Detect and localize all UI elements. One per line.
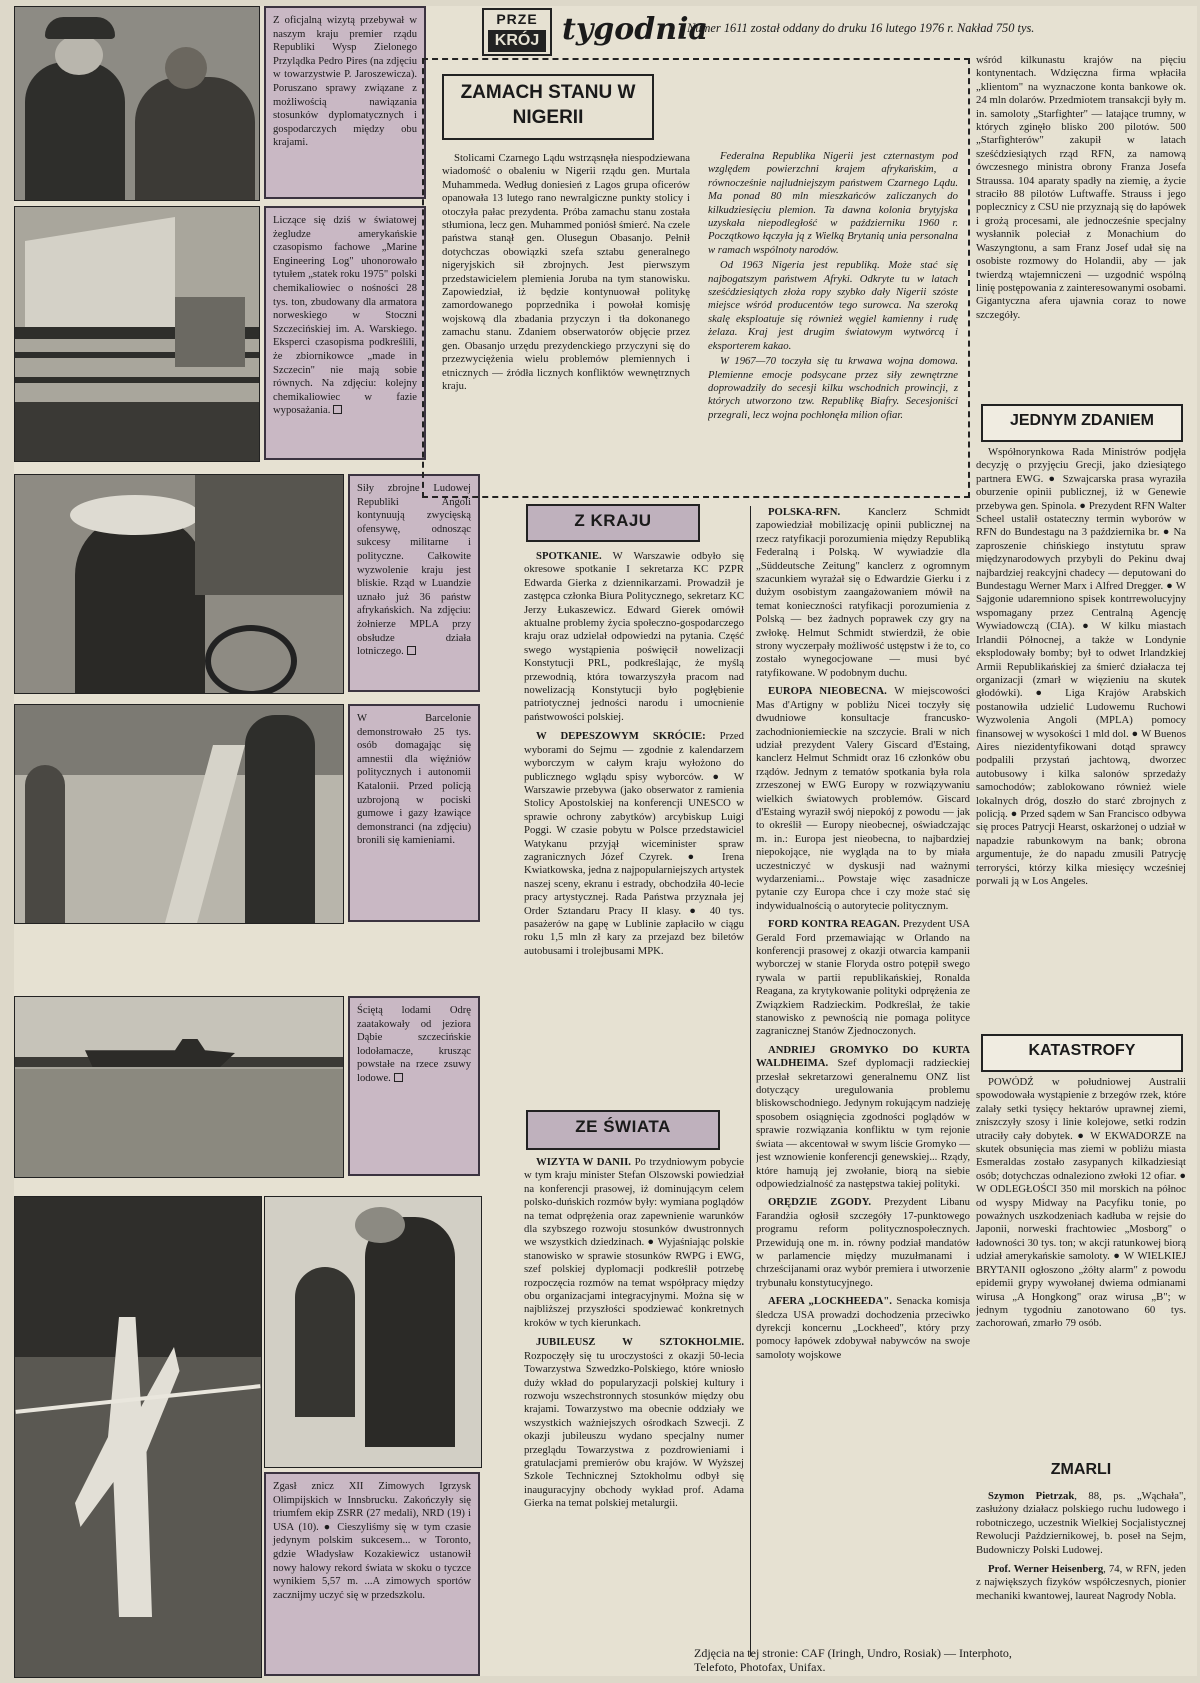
photo-icebreakers xyxy=(14,996,344,1178)
section-zmarli: ZMARLI xyxy=(1050,1461,1112,1478)
mid-h3: FORD KONTRA REAGAN. xyxy=(768,918,900,931)
logo-top: PRZE xyxy=(496,11,538,27)
photo-premier-visit xyxy=(14,6,260,201)
mid-h4: ANDRIEJ GROMYKO DO KURTA WALDHEIMA. xyxy=(756,1043,970,1070)
caption-angola: Siły zbrojne Ludowej Republiki Angoli kontynuują zwycięską ofensywę, odnosząc sukcesy militarne i polityczne. Całkowite wyzwolenie kraju jest bliskie. Rząd w Luandzie uznało już 36 państw afrykańskich. Na zdjęciu: żołnierze MPLA przy obsłudze działa lotniczego. xyxy=(348,474,480,692)
mid-t2: W miejscowości Mas d'Artigny w pobliżu Nicei toczyły się dwudniowe konsultacje francusko-zachodnioniemieckie na szczycie. Brali w nich udział prezydent Valery Giscard d'Estaing, kanclerz Helmut Schmidt oraz 16 członków obu rządów. Jednym z tematów spotkania była rola zrzeszonej w EWG Europy w rozwiązywaniu wielkich światowych problemów. Giscard d'Estaing wyraził swój niepokój z powodu — jak to określił — Europy nieobecnej, oświadczając m. in.: Europa jest nieobecna, to najbardziej niepokojące, nie wygląda na to by miała uczestniczyć w dyskusji nad ważnymi wydarzeniami... Powstaje więc zasadnicze pytanie czy Europa chce i czy może stać się indywidualnością o autorytecie politycznym. xyxy=(756,685,970,912)
photo-pole-vault xyxy=(14,1196,262,1678)
nigeria-italic-2: Od 1963 Nigeria jest republiką. Może stać się najbogatszym państwem Afryki. Odkryte tu w latach sześćdziesiątych złoża ropy szybko dały Nigerii szóste miejsce wśród producentów tego surowca. Na szeroką skalę eksploatuje się również węgiel kamienny i rudę żelaza. Kraj jest drugim światowym wytwórcą i eksporterem kakao. xyxy=(708,259,958,352)
end-square-icon xyxy=(394,1073,403,1082)
print-note: Numer 1611 został oddany do druku 16 lutego 1976 r. Nakład 750 tys. xyxy=(687,21,1035,35)
lockheed-continued xyxy=(976,54,1186,394)
zmarli-name-1: Szymon Pietrzak xyxy=(988,1490,1075,1502)
section-z-kraju: Z KRAJU xyxy=(526,504,700,542)
caption-barcelona: W Barcelonie demonstrowało 25 tys. osób domagając się amnestii dla więźniów politycznych i autonomii Katalonii. Przed policją uzbrojoną w pociski gumowe i gazy łzawiące demonstranci (na zdjęciu) bronili się kamieniami. xyxy=(348,704,480,922)
masthead-title: tygodnia xyxy=(562,12,708,47)
zmarli-bio-1: , 88, ps. „Wąchała", zasłużony działacz polskiego ruchu ludowego i robotniczego, uczestnik Wielkiej Socjalistycznej Rewolucji Październikowej, b. poseł na Sejm, Budowniczy Polski Ludowej. xyxy=(976,1490,1186,1556)
zmarli-bio-2: , 74, w RFN, jeden z największych fizyków współczesnych, pionier mechaniki kwantowej, laureat Nagrody Nobla. xyxy=(976,1563,1186,1602)
end-square-icon xyxy=(333,405,342,414)
mid-t4: Szef dyplomacji radzieckiej przesłał sekretarzowi generalnemu ONZ list dotyczący uregulowania problemu bliskowschodniego. Jedynym rokującym nadzieję sposobem osiągnięcia zgodności poglądów w sprawie rozwiązania konfliktu w tym rejonie świata — akcentował w swym liście Gromyko — jest wznowienie konferencji genewskiej... Rządy, które hamują jej zwołanie, biorą na siebie odpowiedzialność za następstwa takiej polityki. xyxy=(756,1057,970,1190)
ze-swiata-h1: WIZYTA W DANII. xyxy=(536,1156,631,1168)
logo-bottom: KRÓJ xyxy=(488,30,546,52)
section-jednym-zdaniem: JEDNYM ZDANIEM xyxy=(981,404,1183,442)
photo-chemical-tanker xyxy=(14,206,260,462)
nigeria-box xyxy=(422,58,970,498)
z-kraju-t2: Przed wyborami do Sejmu — zgodnie z kalendarzem wyborczym w całym kraju wyłożono do publicznego wglądu spisy wyborców. ● W Warszawie przebywa (jako obserwator z ramienia Stolicy Apostolskiej na konferencji UNESCO w sprawie ochrony zabytków) arcybiskup Luigi Poggi. W czasie pobytu w Polsce przedstawiciel Watykanu przyjął wiceminister spraw zagranicznych Józef Czyrek. ● Irena Kwiatkowska, jedna z najpopularniejszych artystek naszej sceny, ekranu i estrady, obchodziła 40-lecie pracy artystycznej. Rada Państwa przyznała jej Order Sztandaru Pracy II klasy. ● 40 tys. pasażerów na gapę w Lublinie zapłaciło w ciągu roku 1,5 mln zł kary za przejazd bez biletów autobusami i trolejbusami MPK. xyxy=(524,730,744,957)
end-square-icon xyxy=(407,646,416,655)
mid-t5: Prezydent Libanu Farandżia ogłosił szczegóły 17-punktowego programu reform politycznospołecznych. Przewidują one m. in. równy podział mandatów w parlamencie między muzułmanami i chrześcijanami oraz wybór premiera i utworzenie trybunału konstytucyjnego. xyxy=(756,1196,970,1289)
section-katastrofy: KATASTROFY xyxy=(981,1034,1183,1072)
divider-mid xyxy=(750,506,751,1656)
nigeria-headline: ZAMACH STANU W NIGERII xyxy=(460,82,636,128)
z-kraju-h2: W DEPESZOWYM SKRÓCIE: xyxy=(536,730,706,743)
mid-h6: AFERA „LOCKHEEDA". xyxy=(768,1295,892,1308)
caption-chemical-tanker: Liczące się dziś w światowej żegludze amerykańskie czasopismo fachowe „Marine Engineering Log" uhonorowało tytułem „statek roku 1975" polski chemikaliowiec o nośności 28 tys. ton, zbudowany dla armatora norweskiego w Stoczni Szczecińskiej im. A. Warskiego. Eksperci czasopisma podkreślili, że zbiornikowce „made in Szczecin" nie mają sobie równych. Na zdjęciu: kolejny chemikaliowiec w fazie wyposażania. xyxy=(264,206,426,460)
masthead-logo xyxy=(482,8,552,56)
photo-barcelona-demonstration xyxy=(14,704,344,924)
z-kraju-t1: W Warszawie odbyło się okresowe spotkanie I sekretarza KC PZPR Edwarda Gierka z dziennikarzami. Prowadził je zastępca członka Biura Politycznego, sekretarz KC Jerzy Łukaszewicz. Edward Gierek omówił aktualne problemy życia społeczno-gospodarczego kraju oraz udzielał odpowiedzi na pytania. Część swego wystąpienia poświęcił nowelizacji Konstytucji PRL, podkreślając, że myślą przewodnią, która towarzyszyła pracom nad nowelizacją Konstytucji było pogłębienie patriotycznej jedności narodu i umocnienie państwowości polskiej. xyxy=(524,550,744,723)
nigeria-italic-1: Federalna Republika Nigerii jest czternastym pod względem powierzchni krajem afrykańskim, a równocześnie najludniejszym państwem Czarnego Lądu. Ma ponad 80 mln mieszkańców zaliczanych do kilkudziesięciu plemion. Ta dawna kolonia brytyjska uzyskała niepodległość w październiku 1960 r. Początkowo łączyła ją z Wielką Brytanią unia personalna w ramach wspólnoty narodów. xyxy=(708,150,958,256)
nigeria-text-col1 xyxy=(442,152,690,492)
photo-kindergarten-skiing xyxy=(264,1196,482,1468)
caption-premier-visit: Z oficjalną wizytą przebywał w naszym kraju premier rządu Republiki Wysp Zielonego Przylądka Pedro Pires (na zdjęciu w towarzystwie P. Jaroszewicza). Poruszano sprawy związane z możliwością nawiązania stosunków dyplomatycznych i gospodarczych między obu krajami. xyxy=(264,6,426,199)
nigeria-headline-box xyxy=(442,74,654,140)
z-kraju-text xyxy=(524,550,744,1110)
ze-swiata-h2: JUBILEUSZ W SZTOKHOLMIE. xyxy=(536,1336,744,1349)
ze-swiata-t2: Rozpoczęły się tu uroczystości z okazji 50-lecia Towarzystwa Szwedzko-Polskiego, które wniosło duży wkład do popularyzacji polskiej kultury i rozwoju wszechstronnych stosunków między obu krajami. Towarzystwo ma obecnie oddziały we wszystkich ważniejszych ośrodkach Szwecji. Z okazji jubileuszu wydano specjalny numer przeglądu Towarzystwa z pozdrowieniami i gratulacjami premierów obu krajów. W Wyższej Szkole Technicznej Sztokholmu odbył się inauguracyjny obchody wykład prof. Adama Gierka na temat polskiej metalurgii. xyxy=(524,1349,744,1510)
jednym-text: Współnorynkowa Rada Ministrów podjęła decyzję o przyjęciu Grecji, jako dziesiątego partnera EWG. ● Szwajcarska prasa wyraziła oburzenie opinii publicznej, iż w Genewie przebywa gen. Spinola. ● Prezydent RFN Walter Scheel ustalił ostateczny termin wyborów w RFN do Bundestagu na 3 października br. ● Na zaproszenie chińskiego instytutu spraw międzynarodowych przybyli do Pekinu dwaj najbardziej reakcyjni chadecy — deputowani do Bundestagu Werner Marx i Alfred Dregger. ● W Sajgonie udaremniono spisek kontrrewolucyjny wspomagany przez Centralną Agencję Wywiadowczą (CIA). ● W kilku miastach Irlandii Północnej, a także w Londynie eksplodowały bomby; był to odwet Irlandzkiej Armii Republikańskiej za śmierć działacza tej organizacji (zmarł w więzieniu na skutek głodówki). ● Liga Krajów Arabskich postanowiła udzielić Ludowemu Ruchowi Wyzwolenia Angoli (MPLA) pomocy finansowej w wysokości 1 mld dol. ● W Buenos Aires niezidentyfikowani dotąd sprawcy podpalili przystań jachtową, dworzec autobusowy i kilka salonów sprzedaży samochodów; zablokowano również wiele lokalnych dróg, doszło do starć zbrojnych z policją. ● Przed sądem w San Francisco odbywa się proces Patrycji Hearst, oskarżonej o udział w napadzie rabunkowym na bank; obrona argumentuje, że do napadu zmusili Patrycję terroryści, którzy kilka miesięcy wcześniej porwali ją w Los Angeles. xyxy=(976,446,1186,887)
mid-h2: EUROPA NIEOBECNA. xyxy=(768,685,887,698)
nigeria-italic-3: W 1967—70 toczyła się tu krwawa wojna domowa. Plemienne emocje podsycane przez siły zewnętrzne doprowadziły do secesji kilku wschodnich prowincji, z których utworzono tzw. Republikę Biafry. Secesjoniści przegrali, lecz wojna pochłonęła milion ofiar. xyxy=(708,355,958,421)
mid-h5: ORĘDZIE ZGODY. xyxy=(768,1196,872,1209)
lockheed-text: wśród kilkunastu krajów na pięciu kontynentach. Wdzięczna firma wpłaciła „klientom" na wyznaczone konta bankowe ok. 24 mln dolarów. Przedmiotem transakcji były m. in. samoloty „Starfighter" — latające trumny, w których zginęło blisko 200 pilotów. 500 „Starfighterów" zakupił w latach sześćdziesiątych rząd RFN, za namową ówczesnego ministra obrony Franza Josefa Straussa. 104 aparaty spadły na ziemię, a życie straciło 88 pilotów Luftwaffe. Strauss i jego poplecznicy z CSU nie przyznają się do łapówek i grożą procesami, ale jednocześnie specjalny wysłannik poleciał z Monachium do Waszyngtonu, a sam Franz Josef udał się na osobiste rozmowy do Holandii, aby — jak twierdzą wtajemniczeni — uzgodnić wspólną linię postępowania z zainteresowanymi osobami. Gigantyczna afera ujawnia coraz to nowe szczegóły. xyxy=(976,54,1186,321)
mid-h1: POLSKA-RFN. xyxy=(768,506,841,518)
world-news-col xyxy=(756,506,970,1656)
caption-olympics: Zgasł znicz XII Zimowych Igrzysk Olimpijskich w Innsbrucku. Zakończyły się triumfem ekip ZSRR (27 medali), NRD (19) i USA (10). ● Cieszyliśmy się w tym czasie jedynym polskim sukcesem... w Toronto, gdzie Władysław Kozakiewicz ustanowił nowy halowy rekord świata w skoku o tyczce wynikiem 5,57 m. ...A zimowych sportów zacznijmy uczyć się w przedszkolu. xyxy=(264,1472,480,1676)
caption-icebreakers: Ściętą lodami Odrę zaatakowały od jeziora Dąbie szczecińskie lodołamacze, krusząc powstałe na rzece zsuwy lodowe. xyxy=(348,996,480,1176)
ze-swiata-text xyxy=(524,1156,744,1652)
jednym-zdaniem-text xyxy=(976,446,1186,1026)
katastrofy-text xyxy=(976,1076,1186,1450)
newspaper-page xyxy=(14,6,1197,1676)
katastrofy-text-body: POWÓDŹ w południowej Australii spowodowała wystąpienie z brzegów rzek, które zalały setki tysięcy hektarów uprawnej ziemi, zniszczyły szosy i linie kolejowe, setki rodzin utraciły cały dobytek. ● W EKWADORZE na skutek obsunięcia mas ziemi w pobliżu miasta Esmeraldas zostało zasypanych kilkadziesiąt osób; dotychczas odnaleziono zwłoki 12 ofiar. ● W ODLEGŁOŚCI 350 mil morskich na północ od wyspy Midway na Pacyfiku tonie, po poważnych uszkodzeniach kadłuba w rejsie do Japonii, norweski frachtowiec „Mosborg" o ładowności 30 tys. ton; w akcji ratunkowej biorą udział amerykańskie samoloty. ● W WIELKIEJ BRYTANII ogłoszono „żółty alarm" z powodu epidemii grypy wywołanej dwiema odmianami wirusa „A Hongkong" oraz wirusa „B"; w jednym tygodniu zanotowano 60 tys. zachorowań, zmarło 79 osób. xyxy=(976,1076,1186,1330)
nigeria-main-text: Stolicami Czarnego Lądu wstrząsnęła niespodziewana wiadomość o obaleniu w Nigerii rządu gen. Murtala Muhammeda. Według doniesień z Lagos grupa oficerów opanowała 13 lutego rano newralgiczne punkty stolicy i otoczyła pałac prezydenta. Próba zamachu stanu została stłumiona, lecz gen. Muhammed poniósł śmierć. Na czele państwa stanął gen. Olusegun Obasanjo. Pełnił dotychczas obowiązki szefa sztabu generalnego nigeryjskich sił zbrojnych. Jest pierwszym przedstawicielem plemienia Joruba na tym stanowisku. Zapowiedział, iż będzie kontynuował politykę zamordowanego poprzednika i powołał komisję wojskową dla zbadania przyczyn i tła dokonanego zamachu stanu. Zdaniem obserwatorów objęcie przez gen. Obasanjo urzędu prezydenckiego przyczyni się do przezwyciężenia wielu problemów plemiennych i etnicznych — źródła licznych konfliktów wewnętrznych kraju. xyxy=(442,152,690,392)
mid-t1: Kanclerz Schmidt zapowiedział mobilizację opinii publicznej na rzecz ratyfikacji porozumienia między Republiką Federalną i Polską. W wywiadzie dla „Süddeutsche Zeitung" kanclerz z ogromnym szacunkiem wyrażał się o Edwardzie Gierku i z dużym osobistym zaangażowaniem mówił na temat konieczności ratyfikacji porozumienia z Polską — bez żadnych poprawek czy gry na zwłokę. Helmut Schmidt stwierdził, że obie strony wyczerpały możliwość ustępstw i że to, co zostało wynegocjowane — musi być ratyfikowane. W podobnym duchu. xyxy=(756,506,970,679)
nigeria-text-col2 xyxy=(708,150,958,494)
zmarli-name-2: Prof. Werner Heisenberg xyxy=(988,1563,1104,1576)
zmarli-text xyxy=(976,1490,1186,1660)
ze-swiata-t1: Po trzydniowym pobycie w tym kraju minister Stefan Olszowski powiedział na konferencji prasowej, iż dominującym celem polsko-duńskich rozmów były: wymiana poglądów na temat odprężenia oraz zapewnienie warunków dla szybszego rozwoju stosunków dwustronnych we wszystkich dziedzinach. ● Wyjaśniając polskie stanowisko w sprawie stosunków RWPG i EWG, szef polskiej dyplomacji podkreślił potrzebę rozpoczęcia rozmów na temat współpracy między obu organizacjami integracyjnymi. Można się w najbliższej przyszłości spodziewać konkretnych kroków w tych kierunkach. xyxy=(524,1156,744,1329)
photo-credit: Zdjęcia na tej stronie: CAF (Iringh, Undro, Rosiak) — Interphoto, Telefoto, Photofax, Unifax. xyxy=(694,1646,1012,1674)
photo-angola-soldier xyxy=(14,474,344,694)
mid-t6: Senacka komisja śledcza USA prowadzi dochodzenia przeciwko dyrekcji koncernu „Lockheed", który przy pomocy łapówek zdobywał nabywców na swoje samoloty wojskowe xyxy=(756,1295,970,1361)
section-ze-swiata: ZE ŚWIATA xyxy=(526,1110,720,1150)
mid-t3: Prezydent USA Gerald Ford przemawiając w Orlando na konferencji prasowej z okazji otwarcia kampanii wyborczej w stanie Floryda ostro potępił swego rywala w partii republikańskiej, Ronalda Reagana, za krytykowanie polityki odprężenia ze Związkiem Radzieckim. Podkreślał, że takie stanowisko z pewnością nie pomaga polityce zagranicznej Stanów Zjednoczonych. xyxy=(756,918,970,1038)
z-kraju-h1: SPOTKANIE. xyxy=(536,550,602,562)
